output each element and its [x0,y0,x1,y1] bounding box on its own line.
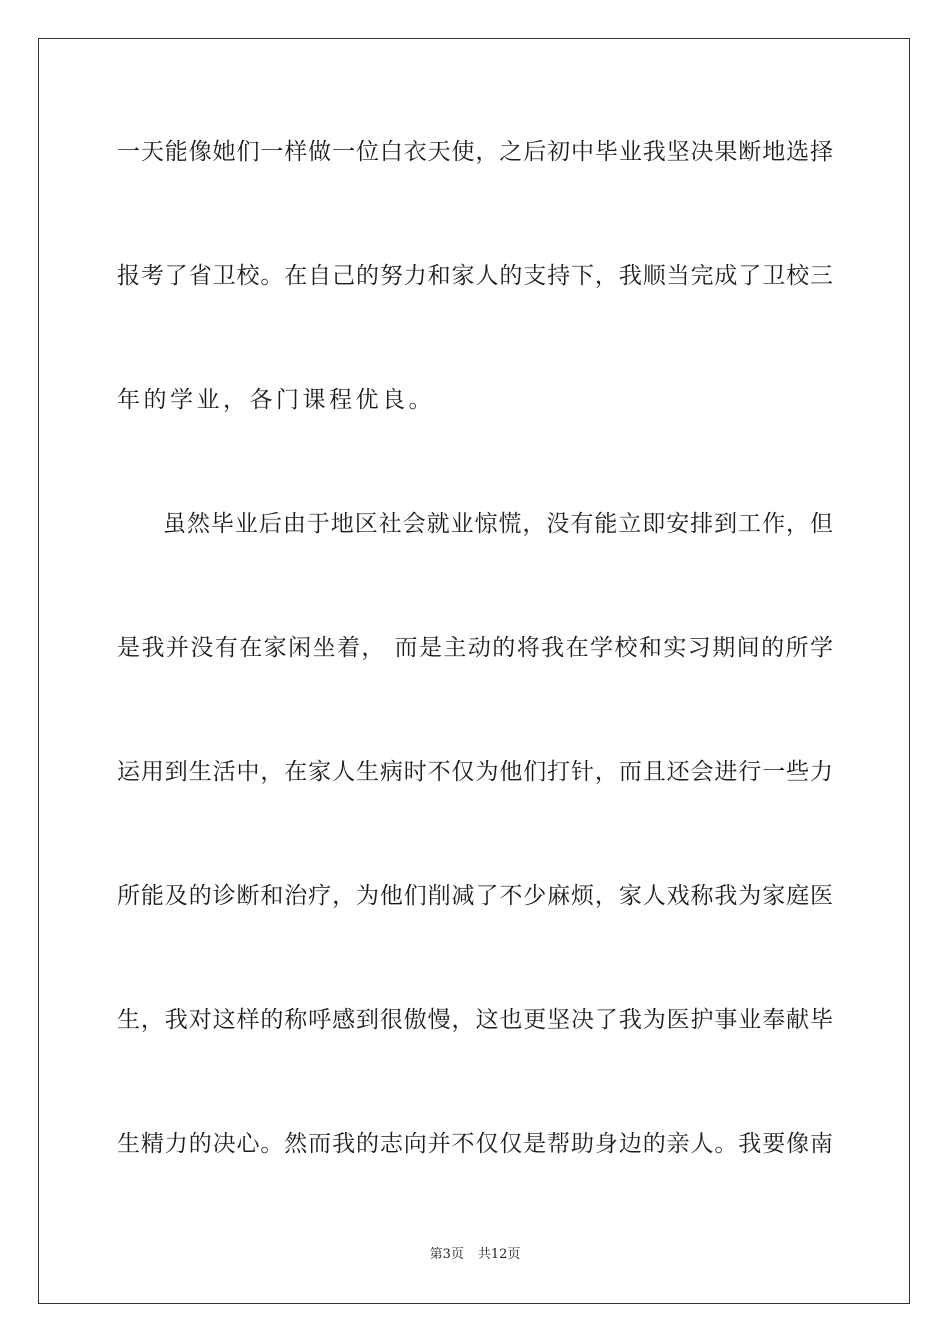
body-text-line: 一天能像她们一样做一位白衣天使，之后初中毕业我坚决果断地选择 [117,139,833,165]
body-text-line: 运用到生活中，在家人生病时不仅为他们打针，而且还会进行一些力 [117,759,833,785]
page-footer [0,1246,950,1264]
body-text-line: 所能及的诊断和治疗，为他们削减了不少麻烦，家人戏称我为家庭医 [117,883,833,909]
body-text-line: 报考了省卫校。在自己的努力和家人的支持下，我顺当完成了卫校三 [117,263,833,289]
body-text-line: 是我并没有在家闲坐着， 而是主动的将我在学校和实习期间的所学 [117,635,833,661]
page-number: 第3页 [429,1247,464,1262]
body-text-line: 生，我对这样的称呼感到很傲慢，这也更坚决了我为医护事业奉献毕 [117,1007,833,1033]
body-text-line: 生精力的决心。然而我的志向并不仅仅是帮助身边的亲人。我要像南 [117,1131,833,1157]
page-total: 共12页 [477,1247,521,1262]
body-text-line-paragraph-start: 虽然毕业后由于地区社会就业惊慌，没有能立即安排到工作，但 [163,511,833,537]
body-text-line: 年的学业，各门课程优良。 [117,387,435,413]
page-border [38,38,910,1304]
